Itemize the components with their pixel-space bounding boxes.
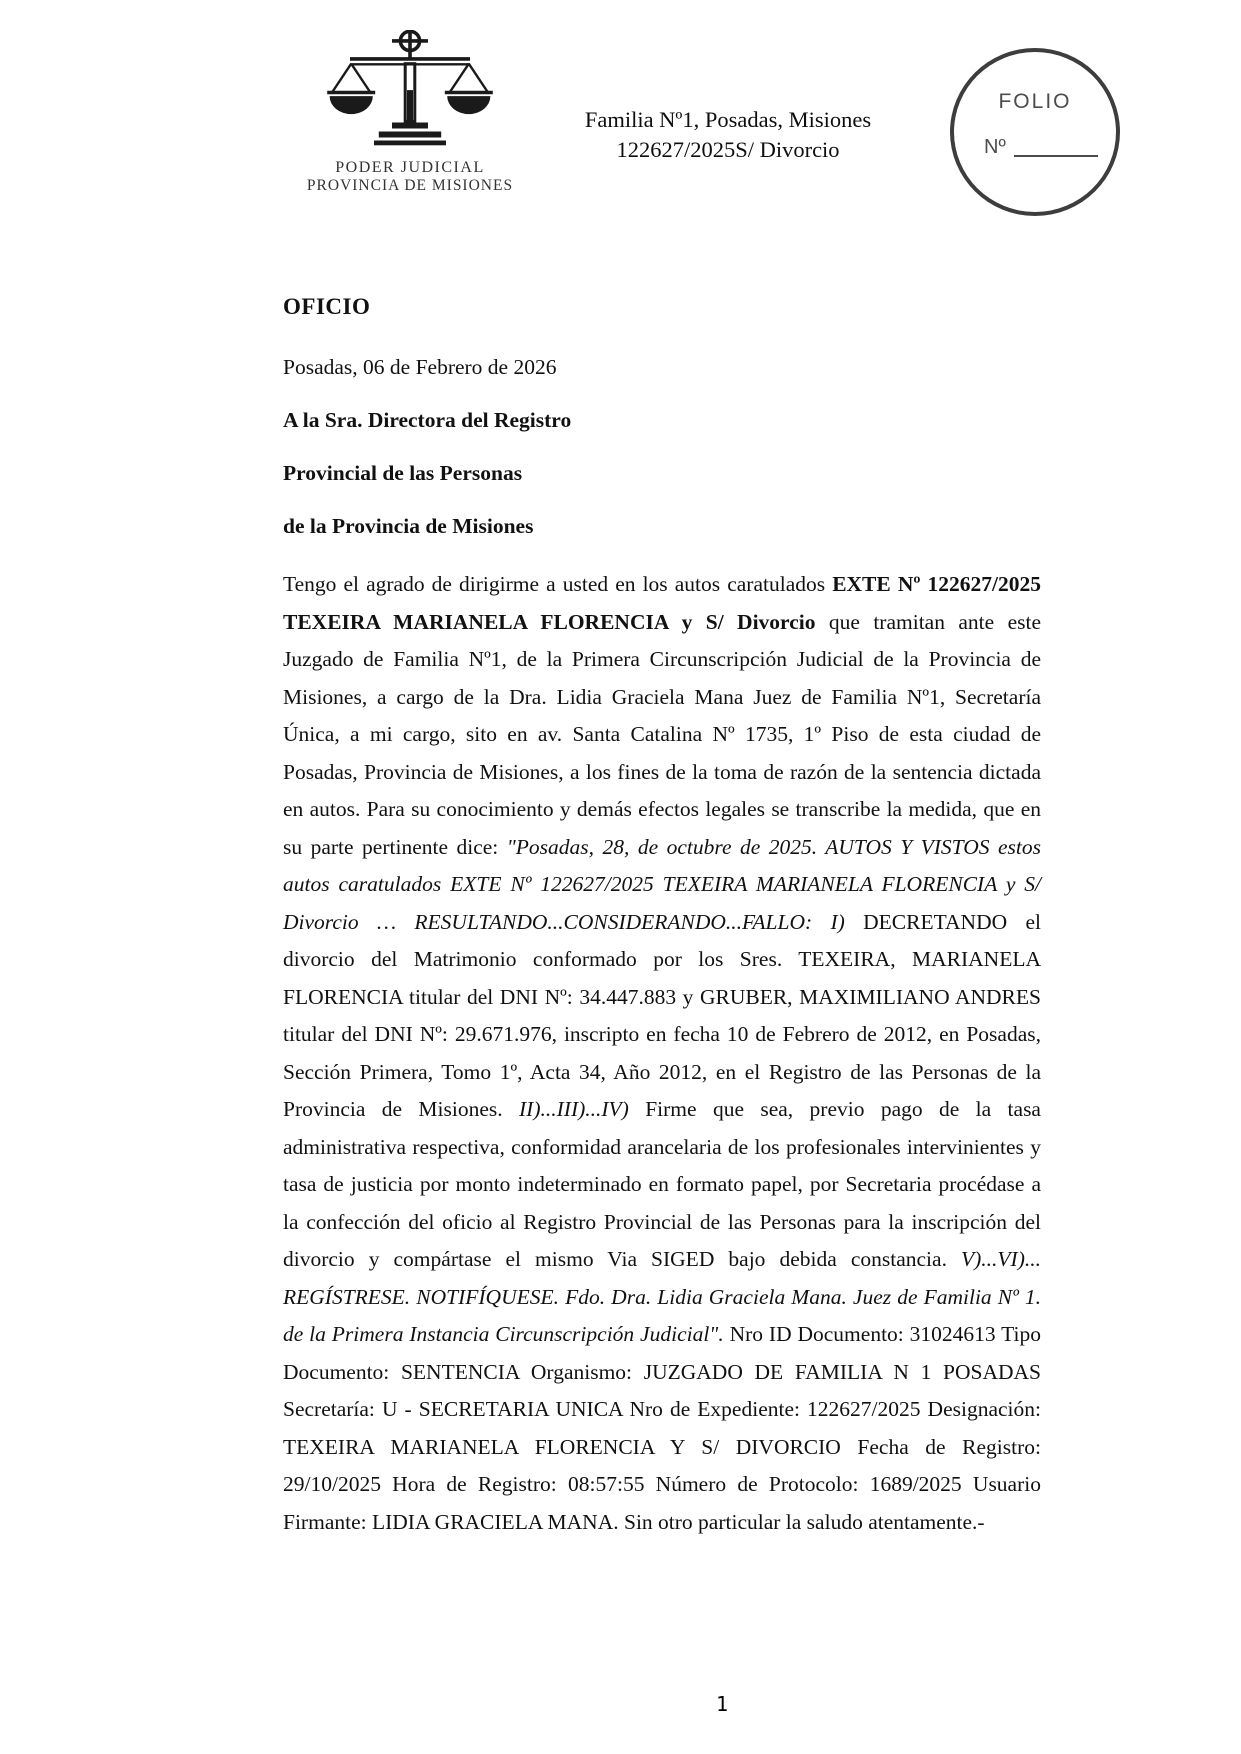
folio-number-blank-line [1014, 155, 1098, 157]
body-text-segment: V)...VI)... REGÍSTRESE. NOTIFÍQUESE. Fdo. Dra. Lidia Graciela Mana. Juez de Familia Nº 1. de la Primera Instancia Circunscripción Judicial". [283, 1247, 1041, 1346]
logo-caption-line2: PROVINCIA DE MISIONES [306, 177, 514, 194]
letter-content [283, 292, 1041, 1541]
body-text-segment: que tramitan ante este Juzgado de Familia Nº1, de la Primera Circunscripción Judicial de la Provincia de Misiones, a cargo de la Dra. Lidia Graciela Mana Juez de Familia Nº1, Secretaría Única, a mi cargo, sito en av. Santa Catalina Nº 1735, 1º Piso de esta ciudad de Posadas, Provincia de Misiones, a los fines de la toma de razón de la sentencia dictada en autos. Para su conocimiento y demás efectos legales se transcribe la medida, que en su parte pertinente dice: [283, 609, 1041, 859]
court-reference-line1: Familia Nº1, Posadas, Misiones [584, 107, 872, 132]
body-paragraph [283, 566, 1041, 1541]
page-number: 1 [716, 1692, 729, 1716]
folio-number-label: Nº [984, 136, 1006, 158]
judicial-logo [295, 30, 525, 195]
document-title: OFICIO [283, 294, 371, 319]
addressee-line-3: de la Provincia de Misiones [283, 514, 534, 538]
scales-of-justice-icon [326, 30, 494, 155]
court-reference-line2: 122627/2025S/ Divorcio [616, 137, 840, 162]
logo-caption-line1: PODER JUDICIAL [335, 159, 485, 176]
court-reference [578, 105, 878, 165]
folio-stamp [950, 48, 1120, 216]
body-text-segment: II)...III)...IV) [519, 1097, 629, 1121]
body-text-segment: DECRETANDO el divorcio del Matrimonio conformado por los Sres. TEXEIRA, MARIANELA FLORENCIA titular del DNI Nº: 34.447.883 y GRUBER, MAXIMILIANO ANDRES titular del DNI Nº: 29.671.976, inscripto en fecha 10 de Febrero de 2012, en Posadas, Sección Primera, Tomo 1º, Acta 34, Año 2012, en el Registro de las Personas de la Provincia de Misiones. [283, 909, 1041, 1121]
addressee-line-2: Provincial de las Personas [283, 461, 523, 485]
addressee-line-1: A la Sra. Directora del Registro [283, 408, 572, 432]
date-line: Posadas, 06 de Febrero de 2026 [283, 355, 557, 379]
body-text-segment: Nro ID Documento: 31024613 Tipo Documento: SENTENCIA Organismo: JUZGADO DE FAMILIA N 1 POSADAS Secretaría: U - SECRETARIA UNICA Nro de Expediente: 122627/2025 Designación: TEXEIRA MARIANELA FLORENCIA Y S/ DIVORCIO Fecha de Registro: 29/10/2025 Hora de Registro: 08:57:55 Número de Protocolo: 1689/2025 Usuario Firmante: LIDIA GRACIELA MANA. Sin otro particular la saludo atentamente.- [283, 1322, 1041, 1534]
body-text-segment: Tengo el agrado de dirigirme a usted en los autos caratulados [283, 572, 833, 596]
body-text-segment: EXTE Nº 122627/2025 TEXEIRA MARIANELA FLORENCIA y S/ Divorcio [283, 572, 1041, 634]
body-text-segment: "Posadas, 28, de octubre de 2025. AUTOS Y VISTOS estos autos caratulados EXTE Nº 122627/2025 TEXEIRA MARIANELA FLORENCIA y S/ Divorcio … RESULTANDO...CONSIDERANDO...FALLO: I) [283, 834, 1042, 934]
folio-stamp-title: FOLIO [998, 90, 1072, 113]
body-text-segment: Firme que sea, previo pago de la tasa administrativa respectiva, conformidad arancelaria de los profesionales intervinientes y tasa de justicia por monto indeterminado en formato papel, por Secretaria procédase a la confección del oficio al Registro Provincial de las Personas para la inscripción del divorcio y compártase el mismo Via SIGED bajo debida constancia. [283, 1097, 1041, 1271]
